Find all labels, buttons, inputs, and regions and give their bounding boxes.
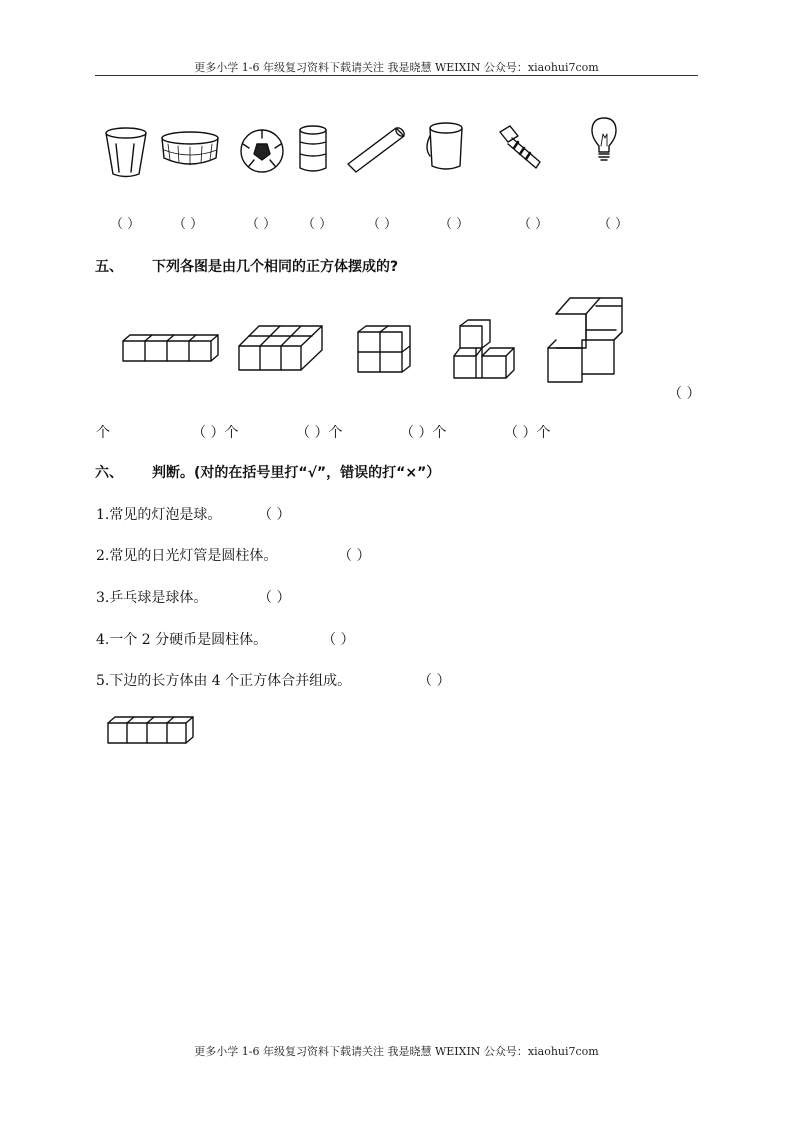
object-answer-blank[interactable]: （ ） bbox=[246, 217, 277, 232]
can-icon bbox=[298, 124, 328, 174]
cuboid-figure bbox=[107, 715, 195, 745]
cube-step-figure bbox=[452, 318, 516, 380]
answer-blank[interactable]: （ ）个 bbox=[296, 425, 343, 441]
judgment-item: 4.一个 2 分硬币是圆柱体。 bbox=[96, 632, 268, 648]
judgment-blank[interactable]: （ ） bbox=[258, 590, 291, 606]
judgment-blank[interactable]: （ ） bbox=[322, 632, 355, 648]
object-answer-blank[interactable]: （ ） bbox=[598, 217, 629, 232]
first-answer-unit: 个 bbox=[96, 425, 110, 441]
judgment-item: 5.下边的长方体由 4 个正方体合并组成。 bbox=[96, 673, 352, 689]
answer-blank[interactable]: （ ）个 bbox=[192, 425, 239, 441]
object-answer-blank[interactable]: （ ） bbox=[302, 217, 333, 232]
section-title: 下列各图是由几个相同的正方体摆成的? bbox=[152, 259, 399, 275]
header-rule bbox=[95, 75, 698, 76]
bucket-icon bbox=[424, 120, 466, 172]
answer-blank[interactable]: （ ）个 bbox=[400, 425, 447, 441]
page-header: 更多小学 1-6 年级复习资料下载请关注 我是晓慧 WEIXIN 公众号：xiaohui7com bbox=[194, 61, 599, 74]
section-number: 五、 bbox=[95, 259, 123, 275]
cup-icon bbox=[104, 126, 150, 180]
answer-blank[interactable]: （ ）个 bbox=[504, 425, 551, 441]
judgment-item: 1.常见的灯泡是球。 bbox=[96, 507, 222, 523]
section-number: 六、 bbox=[95, 465, 123, 481]
object-answer-blank[interactable]: （ ） bbox=[439, 217, 470, 232]
cube-row-figure bbox=[122, 333, 220, 363]
section-title: 判断。(对的在括号里打“√”，错误的打“×”） bbox=[152, 465, 441, 481]
judgment-blank[interactable]: （ ） bbox=[418, 673, 451, 689]
object-answer-blank[interactable]: （ ） bbox=[110, 217, 141, 232]
page-footer: 更多小学 1-6 年级复习资料下载请关注 我是晓慧 WEIXIN 公众号：xiaohui7com bbox=[194, 1045, 599, 1058]
judgment-blank[interactable]: （ ） bbox=[258, 507, 291, 523]
cube-square-figure bbox=[356, 324, 412, 374]
object-answer-blank[interactable]: （ ） bbox=[518, 217, 549, 232]
soccer-ball-icon bbox=[239, 128, 285, 174]
light-bulb-icon bbox=[590, 116, 618, 164]
judgment-item: 2.常见的日光灯管是圆柱体。 bbox=[96, 548, 278, 564]
cake-icon bbox=[160, 130, 222, 170]
object-answer-blank[interactable]: （ ） bbox=[173, 217, 204, 232]
cube-tall-figure bbox=[546, 294, 626, 386]
cube-slab-figure bbox=[238, 324, 324, 372]
judgment-item: 3.乒乓球是球体。 bbox=[96, 590, 208, 606]
first-answer-blank[interactable]: （ ） bbox=[668, 386, 701, 402]
judgment-blank[interactable]: （ ） bbox=[338, 548, 371, 564]
flashlight-icon bbox=[498, 124, 548, 170]
tube-icon bbox=[346, 126, 406, 174]
object-answer-blank[interactable]: （ ） bbox=[367, 217, 398, 232]
